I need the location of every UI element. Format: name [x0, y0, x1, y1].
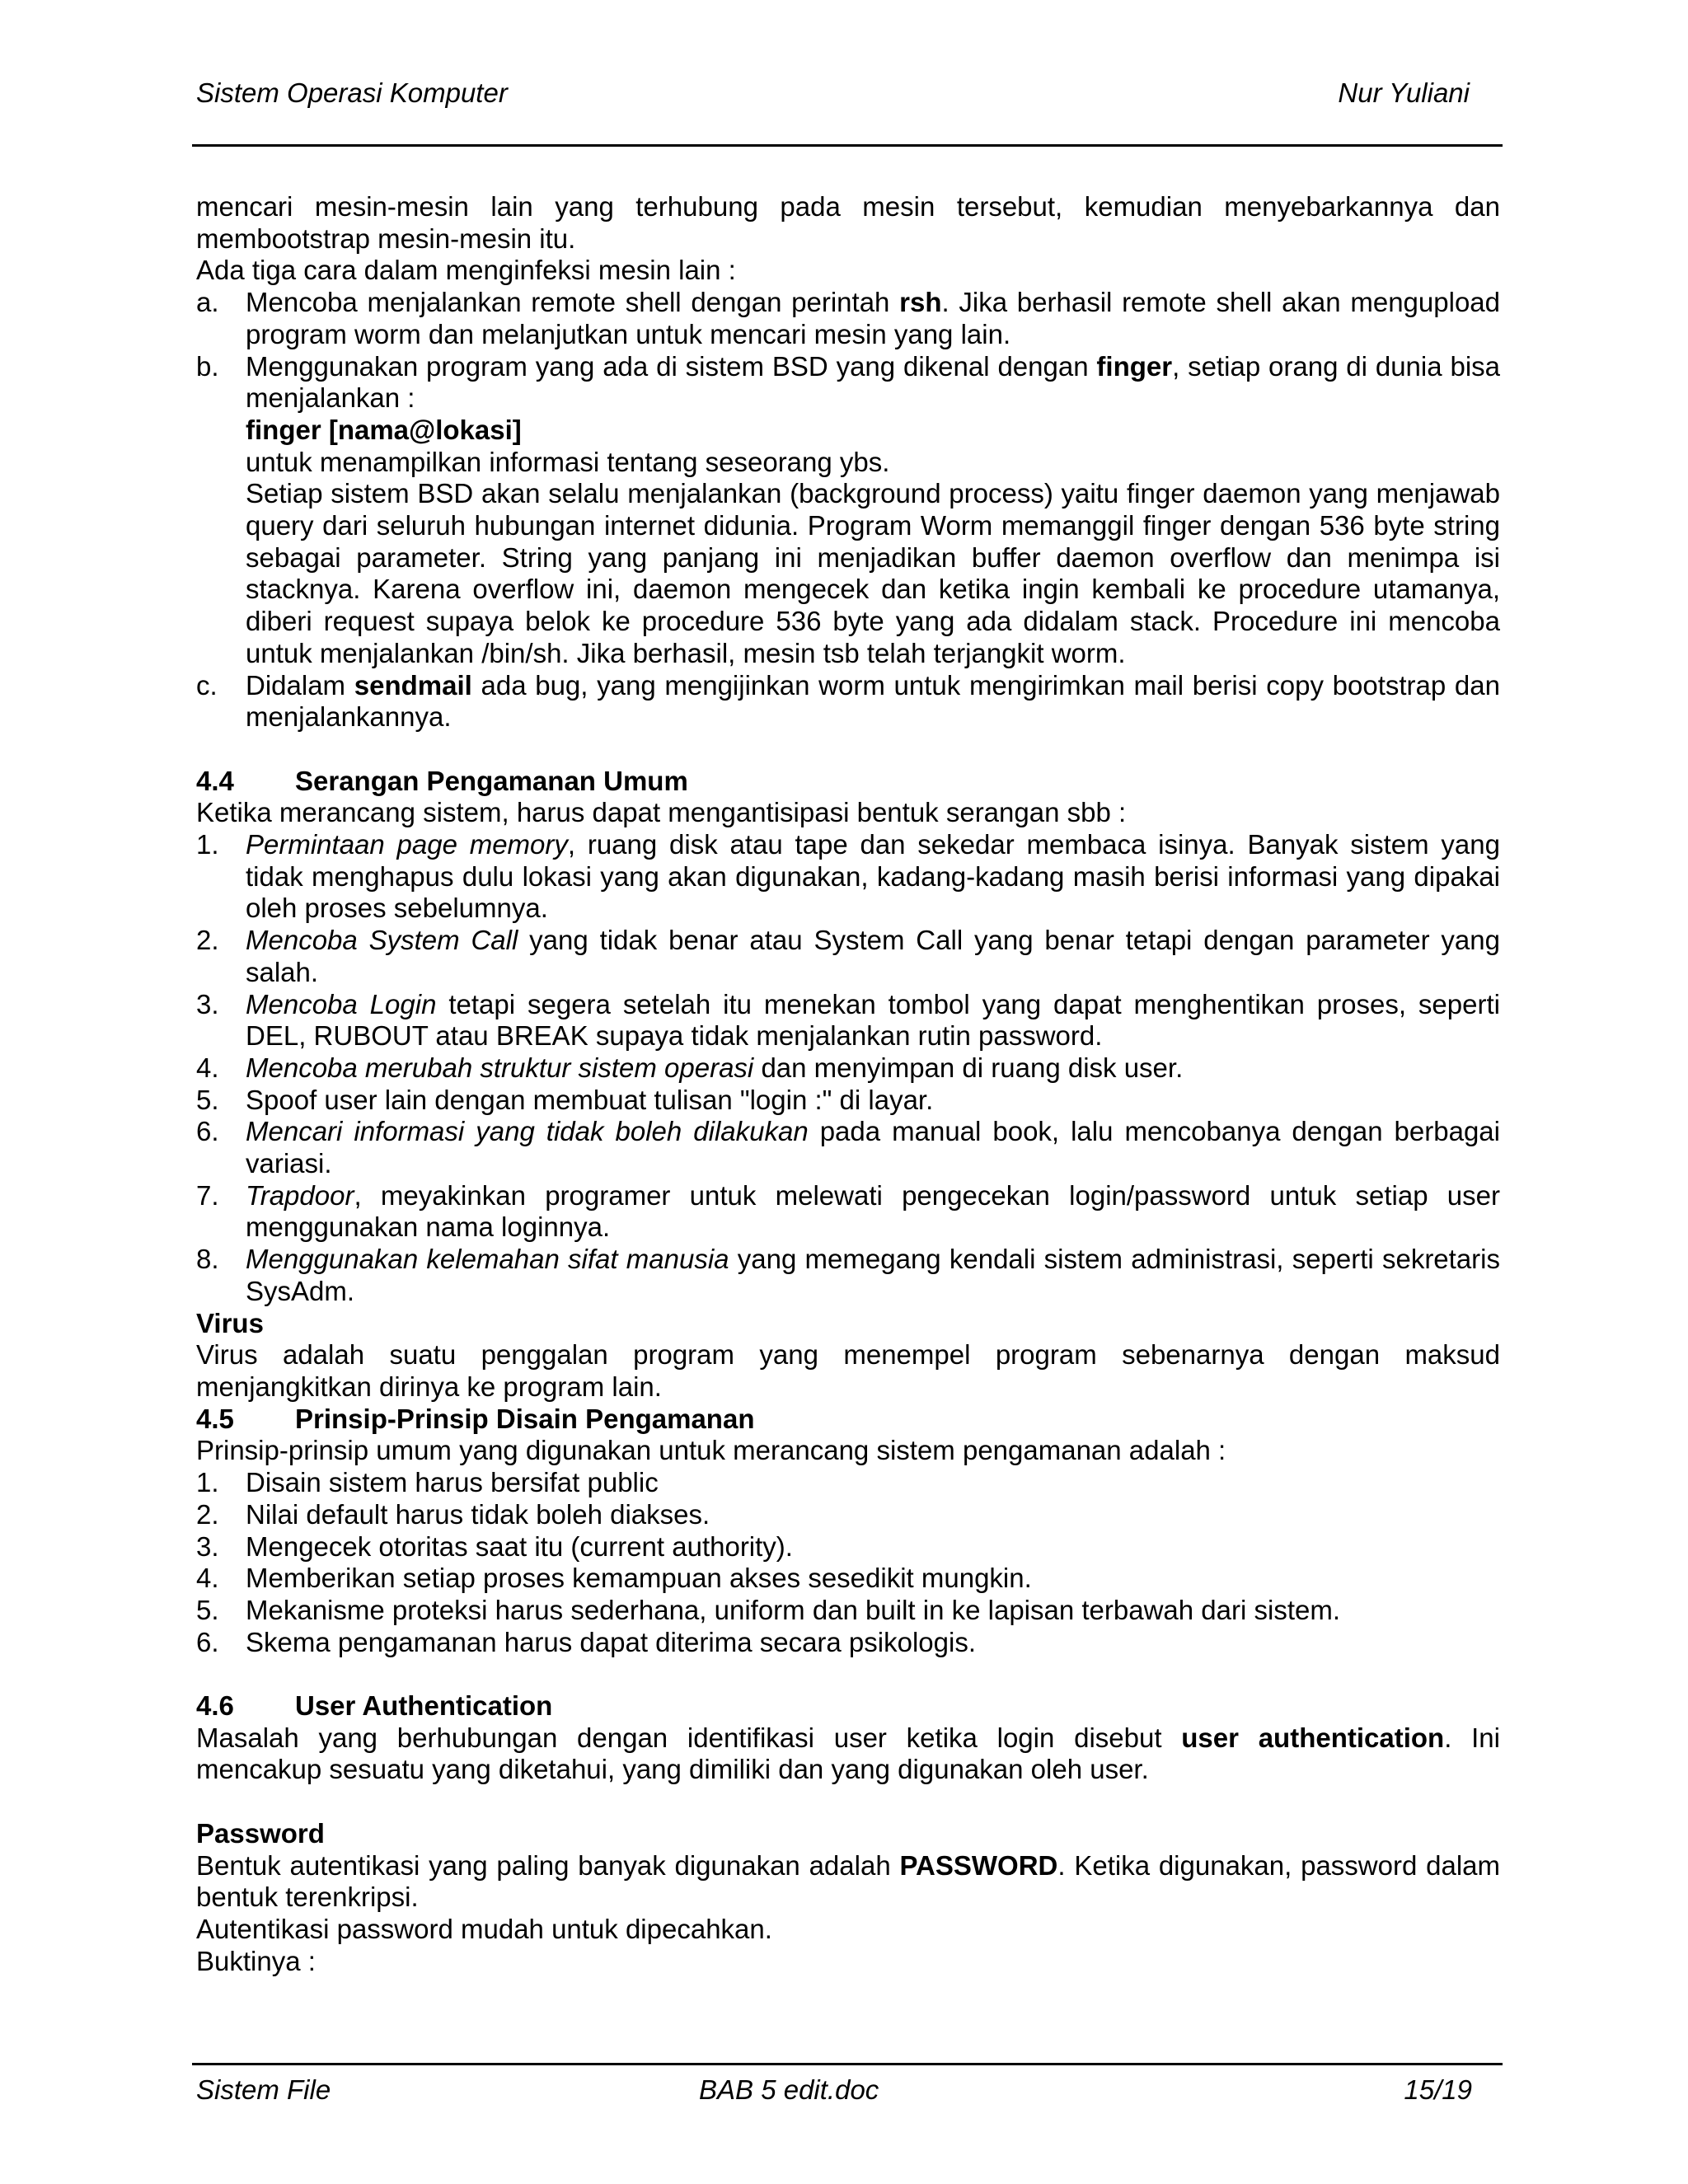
document-body	[196, 191, 1500, 1977]
list-marker: 1.	[196, 829, 219, 860]
text-run: Menggunakan kelemahan sifat manusia	[246, 1244, 729, 1275]
section-title: Prinsip-Prinsip Disain Pengamanan	[295, 1403, 755, 1434]
text-run: Mencoba menjalankan remote shell dengan perintah	[246, 287, 900, 318]
paragraph	[196, 1722, 1500, 1786]
list-item	[196, 287, 1500, 350]
page-number: 15/19	[1404, 2074, 1472, 2105]
text-run: Mengecek otoritas saat itu (current authority).	[246, 1530, 793, 1562]
paragraph: mencari mesin-mesin lain yang terhubung pada mesin tersebut, kemudian menyebarkannya dan membootstrap mesin-mesin itu.	[196, 191, 1500, 254]
text-run: Mencoba System Call	[246, 925, 518, 956]
text-run: tetapi segera setelah itu menekan tombol yang dapat menghentikan proses, seperti DEL, RUBOUT atau BREAK supaya tidak menjalankan rutin password.	[246, 988, 1500, 1052]
text-run: pada manual book, lalu mencobanya dengan berbagai variasi.	[246, 1116, 1500, 1179]
text-run: yang tidak benar atau System Call yang benar tetapi dengan parameter yang salah.	[246, 925, 1500, 987]
section-heading	[196, 766, 1500, 798]
command-name: sendmail	[354, 669, 472, 701]
paragraph: untuk menampilkan informasi tentang seseorang ybs.	[246, 446, 890, 477]
list-item	[196, 925, 1500, 988]
text-run: Mekanisme proteksi harus sederhana, uniform dan built in ke lapisan terbawah dari sistem.	[246, 1594, 1341, 1625]
subheading: Password	[196, 1817, 325, 1849]
text-run: Masalah yang berhubungan dengan identifikasi user ketika login disebut	[196, 1722, 1182, 1753]
paragraph: Ada tiga cara dalam menginfeksi mesin lain :	[196, 255, 736, 286]
list-marker: 4.	[196, 1052, 219, 1083]
list-marker: 3.	[196, 988, 219, 1019]
term: user authentication	[1181, 1722, 1445, 1753]
list-marker: 3.	[196, 1530, 219, 1562]
list-item	[196, 1595, 1500, 1627]
text-run: Mencari informasi yang tidak boleh dilakukan	[246, 1116, 809, 1147]
paragraph: Buktinya :	[196, 1945, 316, 1976]
list-item	[196, 1085, 1500, 1117]
list-item	[196, 1563, 1500, 1595]
text-run: Memberikan setiap proses kemampuan akses sesedikit mungkin.	[246, 1563, 1032, 1594]
text-run: . Jika berhasil remote shell akan mengupload program worm dan melanjutkan untuk mencari mesin yang lain.	[246, 287, 1500, 349]
list-item	[196, 670, 1500, 733]
section-number: 4.4	[196, 765, 234, 796]
command-name: rsh	[899, 287, 942, 318]
text-run: Menggunakan program yang ada di sistem BSD yang dikenal dengan	[246, 350, 1097, 382]
text-run: . Ini mencakup sesuatu yang diketahui, yang dimiliki dan yang digunakan oleh user.	[196, 1722, 1500, 1785]
command-name: finger	[1096, 350, 1173, 382]
section-title: Serangan Pengamanan Umum	[295, 765, 688, 796]
list-item	[196, 989, 1500, 1052]
header-author: Nur Yuliani	[1338, 77, 1470, 108]
text-run: . Ketika digunakan, password dalam bentuk terenkripsi.	[196, 1849, 1500, 1913]
list-item	[196, 1499, 1500, 1531]
list-item	[196, 351, 1500, 415]
text-run: ada bug, yang mengijinkan worm untuk mengirimkan mail berisi copy bootstrap dan menjalankannya.	[246, 669, 1500, 733]
text-run: Nilai default harus tidak boleh diakses.	[246, 1498, 710, 1530]
paragraph: Autentikasi password mudah untuk dipecahkan.	[196, 1913, 772, 1944]
text-run: Trapdoor	[246, 1179, 354, 1211]
paragraph: Prinsip-prinsip umum yang digunakan untuk merancang sistem pengamanan adalah :	[196, 1435, 1226, 1466]
command-syntax: finger [nama@lokasi]	[246, 414, 522, 445]
section-heading	[196, 1404, 1500, 1436]
footer-center: BAB 5 edit.doc	[699, 2074, 879, 2105]
list-item	[196, 1627, 1500, 1659]
list-marker: 4.	[196, 1563, 219, 1594]
text-run: Permintaan page memory	[246, 829, 568, 860]
text-run: Disain sistem harus bersifat public	[246, 1467, 659, 1498]
list-marker: b.	[196, 350, 219, 382]
list-item	[196, 829, 1500, 925]
paragraph: Ketika merancang sistem, harus dapat mengantisipasi bentuk serangan sbb :	[196, 797, 1127, 828]
list-marker: 6.	[196, 1626, 219, 1657]
paragraph: Virus adalah suatu penggalan program yang menempel program sebenarnya dengan maksud menjangkitkan dirinya ke program lain.	[196, 1339, 1500, 1402]
section-number: 4.5	[196, 1403, 234, 1434]
text-run: , ruang disk atau tape dan sekedar membaca isinya. Banyak sistem yang tidak menghapus dulu lokasi yang akan digunakan, kadang-kadang masih berisi informasi yang dipakai oleh proses sebelumnya.	[246, 829, 1500, 924]
subheading: Virus	[196, 1307, 264, 1338]
list-marker: 1.	[196, 1467, 219, 1498]
list-marker: 8.	[196, 1244, 219, 1275]
text-run: Mencoba merubah struktur sistem operasi	[246, 1052, 754, 1083]
footer-rule	[192, 2063, 1503, 2065]
list-marker: 6.	[196, 1116, 219, 1147]
list-item	[196, 1531, 1500, 1563]
text-run: dan menyimpan di ruang disk user.	[753, 1052, 1184, 1083]
list-item	[196, 1180, 1500, 1244]
section-title: User Authentication	[295, 1690, 553, 1722]
term: PASSWORD	[899, 1849, 1058, 1881]
header-rule	[192, 144, 1503, 147]
paragraph	[196, 1850, 1500, 1914]
list-item	[196, 1467, 1500, 1499]
paragraph: Setiap sistem BSD akan selalu menjalankan (background process) yaitu finger daemon yang menjawab query dari seluruh hubungan internet didunia. Program Worm memanggil finger dengan 536 byte string sebagai parameter. String yang panjang ini menjadikan buffer daemon overflow dan menimpa isi stacknya. Karena overflow ini, daemon mengecek dan ketika ingin kembali ke procedure utamanya, diberi request supaya belok ke procedure 536 byte yang ada didalam stack. Procedure ini mencoba untuk menjalankan /bin/sh. Jika berhasil, mesin tsb telah terjangkit worm.	[246, 478, 1500, 668]
list-item	[196, 1052, 1500, 1085]
list-marker: 7.	[196, 1179, 219, 1211]
text-run: Didalam	[246, 669, 354, 701]
text-run: , setiap orang di dunia bisa menjalankan :	[246, 350, 1500, 414]
text-run: Spoof user lain dengan membuat tulisan "login :" di layar.	[246, 1084, 934, 1115]
list-marker: 5.	[196, 1084, 219, 1115]
header-title: Sistem Operasi Komputer	[196, 77, 508, 108]
list-item	[196, 1244, 1500, 1307]
list-marker: 2.	[196, 925, 219, 956]
list-marker: a.	[196, 287, 219, 318]
list-item	[196, 1116, 1500, 1179]
text-run: Bentuk autentikasi yang paling banyak digunakan adalah	[196, 1849, 900, 1881]
text-run: Mencoba Login	[246, 988, 437, 1019]
list-marker: 5.	[196, 1594, 219, 1625]
list-marker: c.	[196, 669, 218, 701]
text-run: Skema pengamanan harus dapat diterima secara psikologis.	[246, 1626, 977, 1657]
section-number: 4.6	[196, 1690, 234, 1722]
list-marker: 2.	[196, 1498, 219, 1530]
text-run: , meyakinkan programer untuk melewati pengecekan login/password untuk setiap user menggunakan nama loginnya.	[246, 1179, 1500, 1243]
section-heading	[196, 1690, 1500, 1722]
text-run: yang memegang kendali sistem administrasi, seperti sekretaris SysAdm.	[246, 1244, 1501, 1306]
footer-left: Sistem File	[196, 2074, 331, 2105]
